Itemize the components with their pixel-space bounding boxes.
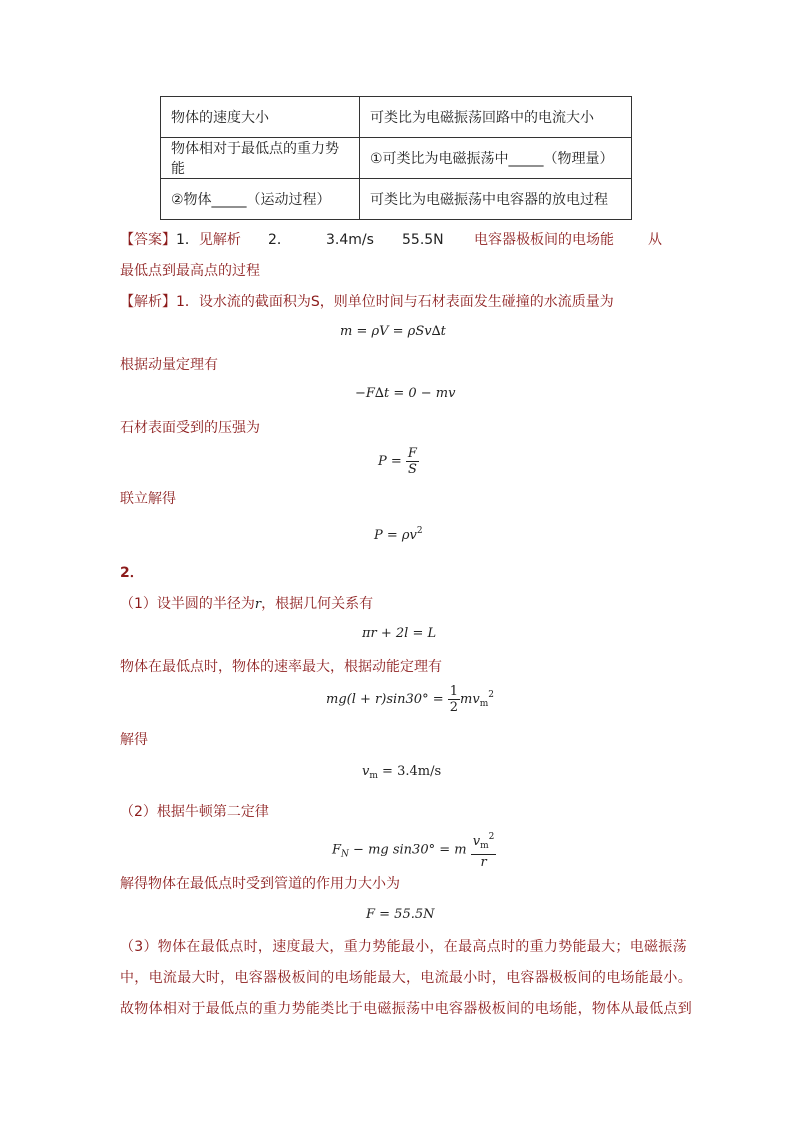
answer-5a: 从 [648,232,662,248]
analysis-text: （3）物体在最低点时，速度最大，重力势能最小，在最高点时的重力势能最大；电磁振荡 [120,939,687,955]
equation-mid: − mg sin30° = m [353,842,467,858]
answer-2: 3.4m/s [326,232,374,248]
text-run: ，根据几何关系有 [261,596,374,612]
analysis-text: 中，电流最大时，电容器极板间的电场能最大，电流最小时，电容器极板间的电场能最小。 [120,970,692,986]
subscript: N [341,849,349,860]
analysis-text: 物体在最低点时，物体的速率最大，根据动能定理有 [120,659,442,675]
table-row [161,138,632,179]
analysis-text: 联立解得 [120,491,176,507]
fraction-denominator: 2 [449,700,459,715]
variable-v: v [472,834,481,849]
table-row [161,179,632,220]
equation-9: F = 55.5N [366,907,435,922]
fraction-denominator: r [480,855,487,870]
fraction-numerator [471,830,497,855]
equation-2: −F∆t = 0 − mv [355,386,456,401]
equation-7 [362,764,441,781]
answer-label: 【答案】 [120,232,176,248]
table-cell: 物体相对于最低点的重力势能 [161,138,360,179]
equation-lhs: v [362,764,370,779]
equation-rhs: mv [460,692,480,707]
analysis-line-1 [120,292,614,312]
equation-6 [326,684,494,715]
answer-num-2: 2． [268,232,291,248]
analogy-table [160,96,632,220]
equation-lhs: mg(l + r)sin30° = [326,692,444,707]
analysis-text: （2）根据牛顿第二定律 [120,804,269,820]
equation-rhs: = 3.4m/s [382,764,442,779]
equation-3 [378,446,419,477]
superscript: 2 [488,832,495,842]
table-cell: ①可类比为电磁振荡中_____（物理量） [360,138,632,179]
subscript: m [369,771,378,781]
table-cell: 可类比为电磁振荡回路中的电流大小 [360,97,632,138]
answer-1: 见解析 [198,232,241,248]
superscript: 2 [488,690,494,700]
equation-body: P = ρv [374,528,417,543]
equation-8 [332,830,496,870]
fraction [471,830,497,870]
analysis-text [120,594,373,615]
answer-4: 电容器极板间的电场能 [474,232,614,248]
fraction [448,684,460,715]
analysis-label: 【解析】 [120,294,176,310]
answer-5b: 最低点到最高点的过程 [120,263,260,279]
table-row [161,97,632,138]
answer-num-1: 1． [176,232,199,248]
equation-1: m = ρV = ρSv∆t [340,324,446,339]
analysis-text: 故物体相对于最低点的重力势能类比于电磁振荡中电容器极板间的电场能，物体从最低点到 [120,1001,692,1017]
table-cell: ②物体_____（运动过程） [161,179,360,220]
text-run: （1）设半圆的半径为 [120,596,255,612]
analysis-text: 解得 [120,732,148,748]
equation-lhs: P = [378,454,402,469]
analysis-text: 1．设水流的截面积为S，则单位时间与石材表面发生碰撞的水流质量为 [176,294,614,310]
equation-lhs: F [332,842,342,858]
table-cell: 可类比为电磁振荡中电容器的放电过程 [360,179,632,220]
analysis-text: 根据动量定理有 [120,357,218,373]
answer-line [120,230,241,250]
superscript: 2 [416,526,423,536]
fraction-denominator: S [407,462,417,477]
fraction [406,446,419,477]
equation-5: πr + 2l = L [362,626,437,641]
analysis-text: 石材表面受到的压强为 [120,420,260,436]
subscript: m [479,699,489,709]
answer-3: 55.5N [402,232,444,248]
subscript: m [480,841,489,851]
analysis-text: 解得物体在最低点时受到管道的作用力大小为 [120,876,400,892]
table-cell: 物体的速度大小 [161,97,360,138]
variable-r: r [254,597,262,612]
fraction-numerator: F [407,446,417,461]
section-2-label: 2． [120,565,144,581]
fraction-numerator: 1 [449,684,459,699]
equation-4 [374,526,423,543]
